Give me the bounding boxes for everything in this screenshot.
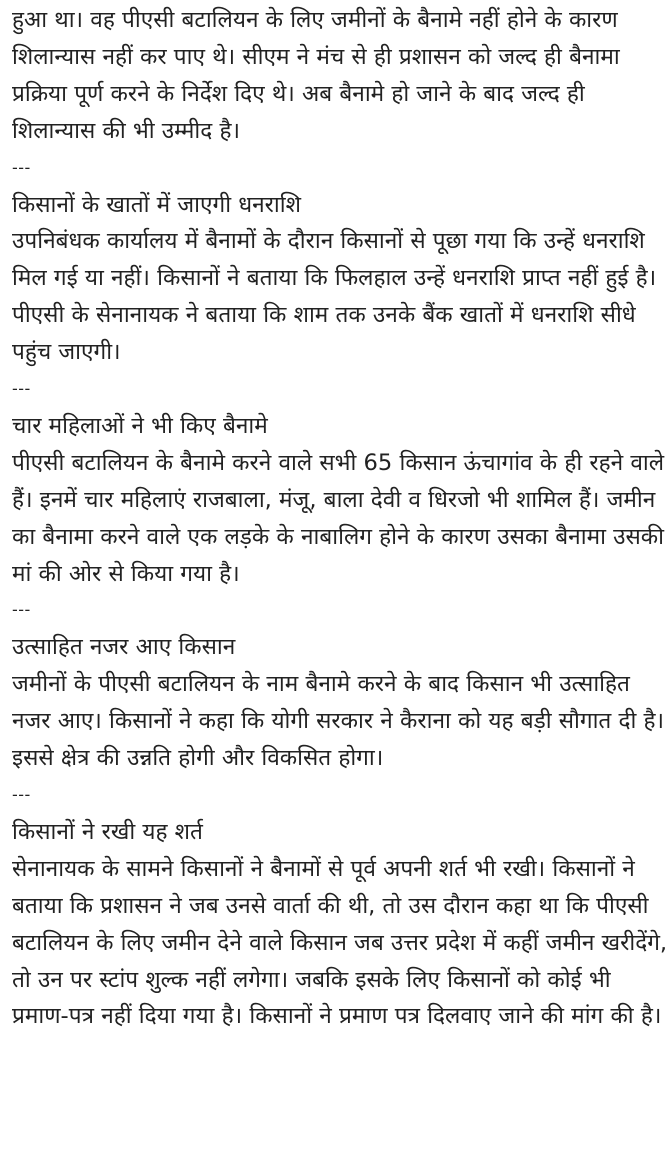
section-body-women: पीएसी बटालियन के बैनामे करने वाले सभी 65 किसान ऊंचागांव के ही रहने वाले हैं। इनमें चार महिलाएं राजबाला, मंजू, बाला देवी व धिरजो भी शामिल हैं। जमीन का बैनामा करने वाले एक लड़के के नाबालिग होने के कारण उसका बैनामा उसकी मां की ओर से किया गया है। <box>12 449 665 587</box>
section-body-condition: सेनानायक के सामने किसानों ने बैनामों से पूर्व अपनी शर्त भी रखी। किसानों ने बताया कि प्रशासन ने जब उनसे वार्ता की थी, तो उस दौरान कहा था कि पीएसी बटालियन के लिए जमीन देने वाले किसान जब उत्तर प्रदेश में कहीं जमीन खरीदेंगे, तो उन पर स्टांप शुल्क नहीं लगेगा। जबकि इसके लिए किसानों को कोई भी प्रमाण-पत्र नहीं दिया गया है। किसानों ने प्रमाण पत्र दिलवाए जाने की मांग की है। <box>12 855 668 1030</box>
section-separator: --- <box>12 784 31 804</box>
section-heading-funds: किसानों के खातों में जाएगी धनराशि <box>12 191 301 218</box>
section-separator: --- <box>12 157 31 177</box>
section-body-farmers: जमीनों के पीएसी बटालियन के नाम बैनामे करने के बाद किसान भी उत्साहित नजर आए। किसानों ने कहा कि योगी सरकार ने कैराना को यह बड़ी सौगात दी है। इससे क्षेत्र की उन्नति होगी और विकसित होगा। <box>12 671 665 772</box>
section-body-funds: उपनिबंधक कार्यालय में बैनामों के दौरान किसानों से पूछा गया कि उन्हें धनराशि मिल गई या नहीं। किसानों ने बताया कि फिलहाल उन्हें धनराशि प्राप्त नहीं हुई है। पीएसी के सेनानायक ने बताया कि शाम तक उनके बैंक खातों में धनराशि सीधे पहुंच जाएगी। <box>12 228 657 366</box>
section-separator: --- <box>12 600 31 620</box>
section-separator: --- <box>12 379 31 399</box>
section-heading-condition: किसानों ने रखी यह शर्त <box>12 818 203 845</box>
section-heading-farmers: उत्साहित नजर आए किसान <box>12 634 236 661</box>
section-heading-women: चार महिलाओं ने भी किए बैनामे <box>12 412 268 439</box>
intro-paragraph: हुआ था। वह पीएसी बटालियन के लिए जमीनों के बैनामे नहीं होने के कारण शिलान्यास नहीं कर पाए थे। सीएम ने मंच से ही प्रशासन को जल्द ही बैनामा प्रक्रिया पूर्ण करने के निर्देश दिए थे। अब बैनामे हो जाने के बाद जल्द ही शिलान्यास की भी उम्मीद है। <box>12 7 620 144</box>
